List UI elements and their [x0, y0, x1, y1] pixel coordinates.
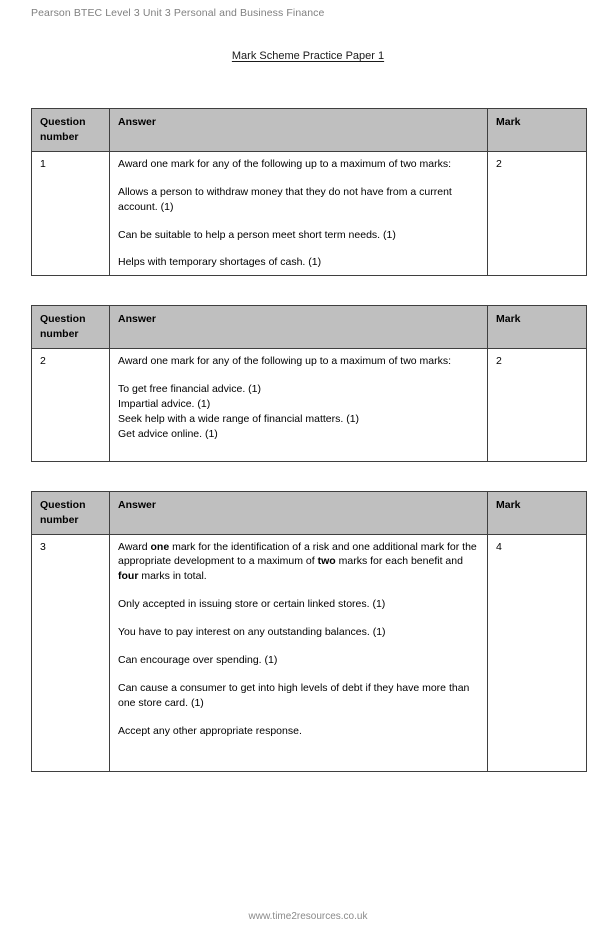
- answer-intro-bold-two: two: [317, 555, 336, 568]
- cell-question-number: 2: [32, 349, 110, 462]
- answer-intro-paragraph: [118, 540, 480, 585]
- column-header-question-number: [32, 306, 110, 349]
- cell-answer: [110, 534, 488, 771]
- answer-paragraph: Can cause a consumer to get into high levels of debt if they have more than one store card. (1): [118, 681, 470, 709]
- page-title: [0, 50, 616, 62]
- answer-list-item: Get advice online. (1): [118, 427, 218, 440]
- answer-paragraph: Accept any other appropriate response.: [118, 724, 302, 737]
- answer-intro-part1: Award: [118, 540, 151, 553]
- answer-paragraph: Award one mark for any of the following up to a maximum of two marks:: [118, 355, 452, 368]
- table-row: [32, 534, 587, 771]
- answer-intro-part4: marks in total.: [138, 570, 207, 583]
- column-header-answer: Answer: [110, 109, 488, 152]
- answer-paragraph: Award one mark for any of the following up to a maximum of two marks:: [118, 157, 452, 170]
- table-header-row: [32, 109, 587, 152]
- cell-answer: [110, 349, 488, 462]
- answer-paragraph: You have to pay interest on any outstanding balances. (1): [118, 626, 386, 639]
- answer-paragraph: Can be suitable to help a person meet short term needs. (1): [118, 228, 396, 241]
- answer-paragraph: Helps with temporary shortages of cash. (1): [118, 256, 322, 269]
- column-header-answer: Answer: [110, 306, 488, 349]
- cell-spacer: [118, 442, 480, 456]
- column-header-question-number: [32, 491, 110, 534]
- cell-mark: 2: [488, 151, 587, 276]
- answer-intro-bold-four: four: [118, 570, 139, 583]
- cell-mark: 2: [488, 349, 587, 462]
- column-header-question-number-label: Question number: [40, 498, 86, 526]
- answer-list-item: Seek help with a wide range of financial matters. (1): [118, 412, 360, 425]
- answer-intro-bold-one: one: [150, 540, 170, 553]
- cell-question-number: 3: [32, 534, 110, 771]
- column-header-mark: Mark: [488, 491, 587, 534]
- answer-intro-part3: marks for each benefit and: [335, 555, 463, 568]
- table-row: [32, 151, 587, 276]
- column-header-question-number-label: Question number: [40, 313, 86, 341]
- answer-paragraph: Only accepted in issuing store or certain linked stores. (1): [118, 598, 386, 611]
- document-header: Pearson BTEC Level 3 Unit 3 Personal and Business Finance: [31, 7, 325, 19]
- answer-intro-part2: mark for the identification of a risk and one additional mark for the appropriate development to a maximum of: [118, 540, 477, 568]
- mark-scheme-table-q1: [31, 108, 587, 276]
- column-header-answer: Answer: [110, 491, 488, 534]
- mark-scheme-tables: [31, 108, 586, 801]
- table-row: [32, 349, 587, 462]
- column-header-mark: Mark: [488, 109, 587, 152]
- cell-mark: 4: [488, 534, 587, 771]
- column-header-mark: Mark: [488, 306, 587, 349]
- answer-list-item: To get free financial advice. (1): [118, 383, 261, 396]
- column-header-question-number-label: Question number: [40, 116, 86, 143]
- cell-question-number: 1: [32, 151, 110, 276]
- table-header-row: [32, 306, 587, 349]
- mark-scheme-table-q3: [31, 491, 587, 772]
- answer-list-item: Impartial advice. (1): [118, 397, 211, 410]
- document-footer: www.time2resources.co.uk: [248, 911, 368, 922]
- mark-scheme-table-q2: [31, 305, 587, 461]
- column-header-question-number: [32, 109, 110, 152]
- table-header-row: [32, 491, 587, 534]
- cell-answer: [110, 151, 488, 276]
- cell-spacer: [118, 752, 480, 766]
- answer-paragraph: Can encourage over spending. (1): [118, 654, 278, 667]
- page-title-text: Mark Scheme Practice Paper 1: [231, 50, 385, 62]
- answer-paragraph: Allows a person to withdraw money that they do not have from a current account. (1): [118, 185, 452, 213]
